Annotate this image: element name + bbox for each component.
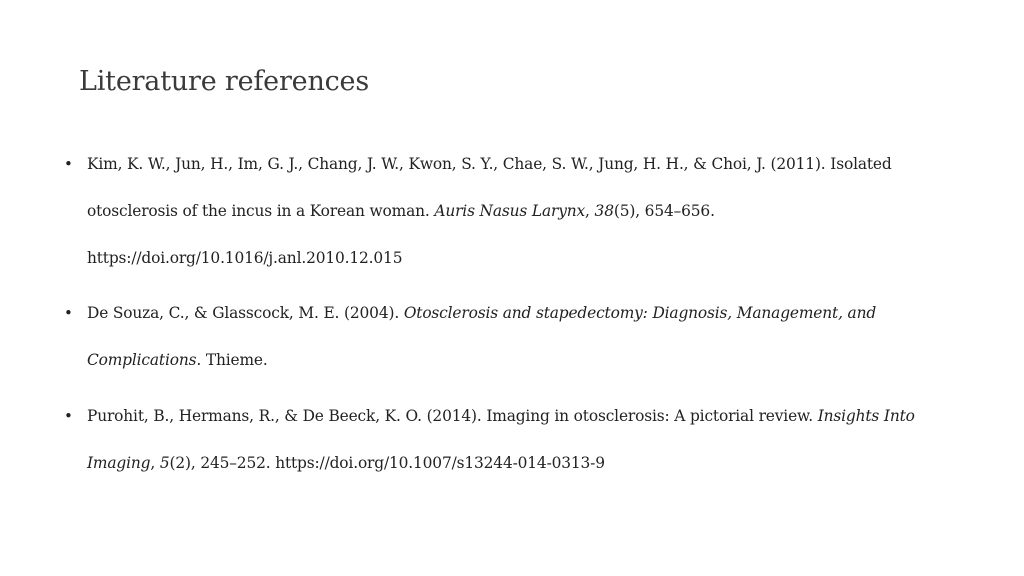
- reference-text: [87, 141, 964, 282]
- reference-text: [87, 393, 964, 487]
- reference-plain-text: Purohit, B., Hermans, R., & De Beeck, K. O. (2014). Imaging in otosclerosis: A pictorial review.: [87, 407, 818, 425]
- reference-line: [87, 440, 964, 487]
- reference-line: [87, 393, 964, 440]
- reference-line: [87, 188, 964, 235]
- reference-item-de-souza-2004: [64, 290, 964, 384]
- reference-line: [87, 141, 964, 188]
- bullet-icon: •: [64, 407, 73, 425]
- reference-italic-text: Imaging: [87, 454, 151, 472]
- reference-italic-text: 38: [594, 202, 614, 220]
- reference-italic-text: Otosclerosis and stapedectomy: Diagnosis, Management, and: [403, 304, 877, 322]
- reference-line: [87, 235, 964, 282]
- reference-plain-text: . Thieme.: [196, 351, 268, 369]
- slide-title: Literature references: [79, 66, 369, 97]
- reference-plain-text: ,: [150, 454, 160, 472]
- reference-line: [87, 337, 964, 384]
- reference-plain-text: https://doi.org/10.1016/j.anl.2010.12.015: [87, 249, 403, 267]
- reference-item-kim-2011: [64, 141, 964, 282]
- reference-italic-text: Insights Into: [817, 407, 915, 425]
- reference-plain-text: De Souza, C., & Glasscock, M. E. (2004).: [87, 304, 404, 322]
- reference-plain-text: Kim, K. W., Jun, H., Im, G. J., Chang, J. W., Kwon, S. Y., Chae, S. W., Jung, H. H., & Choi, J. (2011). Isolated: [87, 155, 892, 173]
- reference-plain-text: (2), 245–252. https://doi.org/10.1007/s13244-014-0313-9: [169, 454, 605, 472]
- reference-italic-text: 5: [159, 454, 170, 472]
- bullet-icon: •: [64, 304, 73, 322]
- reference-item-purohit-2014: [64, 393, 964, 487]
- reference-italic-text: Auris Nasus Larynx: [434, 202, 586, 220]
- reference-italic-text: Complications: [87, 351, 197, 369]
- reference-plain-text: (5), 654–656.: [613, 202, 715, 220]
- reference-line: [87, 290, 964, 337]
- reference-text: [87, 290, 964, 384]
- reference-plain-text: ,: [585, 202, 595, 220]
- reference-plain-text: otosclerosis of the incus in a Korean woman.: [87, 202, 435, 220]
- bullet-icon: •: [64, 155, 73, 173]
